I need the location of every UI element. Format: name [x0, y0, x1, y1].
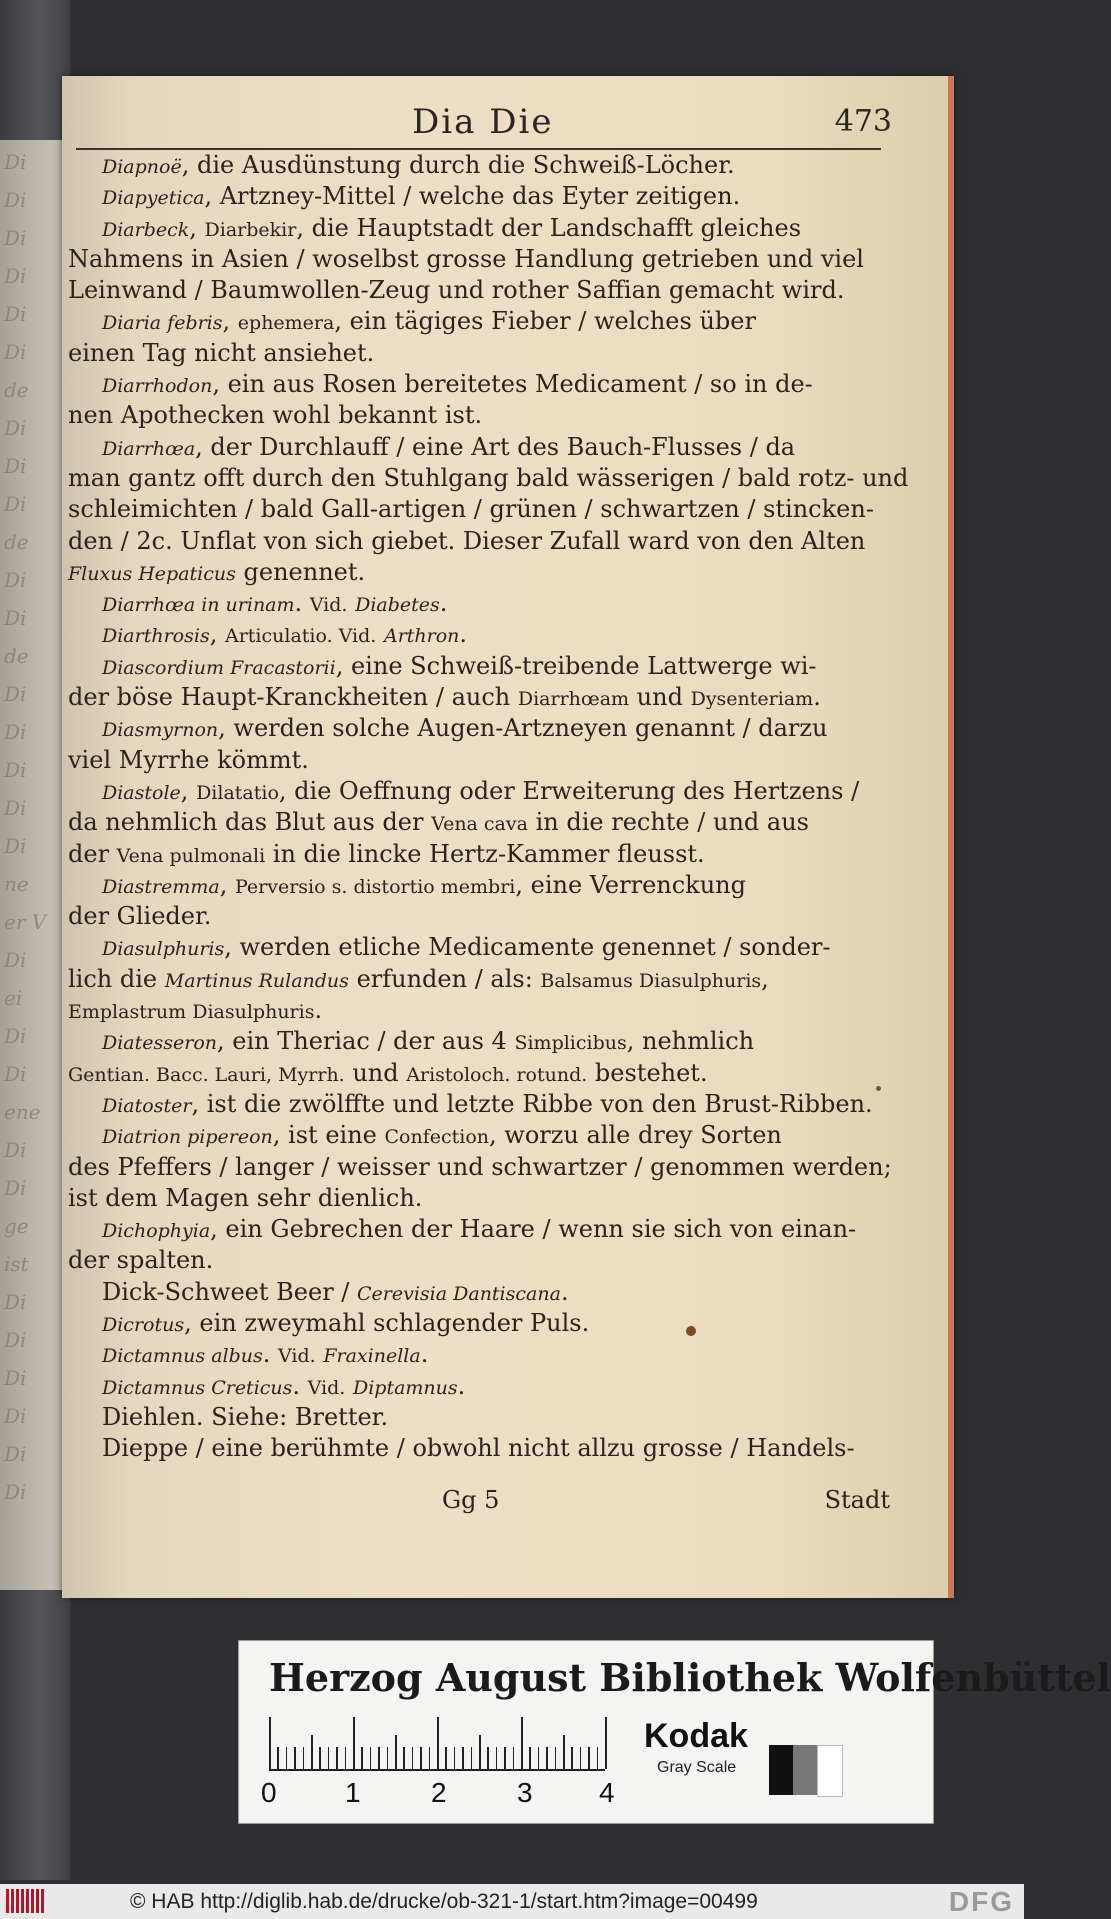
previous-page-fragment: Di [4, 1062, 27, 1086]
text-line [68, 1339, 886, 1370]
text-run: , [761, 964, 769, 993]
latin-term: ephemera [237, 312, 335, 335]
text-line [68, 213, 886, 244]
text-line [68, 150, 886, 181]
headword: Diarrhœa [102, 437, 196, 460]
previous-page-fragment: Di [4, 226, 27, 250]
previous-page-fragment: er V [4, 910, 47, 934]
scale-tick [319, 1747, 321, 1769]
text-run: ist dem Magen sehr dienlich. [68, 1183, 423, 1212]
scale-tick [555, 1747, 557, 1769]
previous-page-fragment: ei [4, 986, 23, 1010]
text-run: , worzu alle drey Sorten [489, 1121, 782, 1150]
text-line [68, 964, 886, 995]
scale-number: 1 [345, 1777, 361, 1808]
previous-page-fragment: Di [4, 1024, 27, 1048]
scale-tick [395, 1735, 397, 1769]
text-line [68, 651, 886, 682]
signature-mark: Gg 5 [442, 1486, 500, 1514]
text-run: , die Hauptstadt der Landschafft gleiches [296, 213, 802, 242]
headword: Dictamnus albus [102, 1345, 263, 1368]
latin-term: Diarbekir [204, 218, 297, 241]
text-run: , [209, 620, 225, 649]
library-name: Herzog August Bibliothek Wolfenbüttel [269, 1655, 1111, 1700]
headword: Fluxus Hepaticus [68, 562, 236, 585]
footer-bar [0, 1884, 1024, 1919]
text-run: Nahmens in Asien / woselbst grosse Handlung getrieben und viel [68, 244, 864, 273]
text-run [347, 589, 355, 617]
text-run: . [294, 589, 310, 618]
text-run: . [459, 620, 468, 649]
previous-page-fragment: Di [4, 682, 27, 706]
text-run: einen Tag nicht ansiehet. [68, 338, 375, 367]
text-run: , die Ausdünstung durch die Schweiß-Löcher. [181, 151, 735, 179]
text-line [68, 1026, 886, 1057]
text-line [68, 1371, 886, 1402]
text-run: , ist eine [272, 1121, 385, 1150]
ink-speck [876, 1086, 881, 1091]
headword: Diarrhodon [102, 375, 213, 398]
previous-page-fragment: Di [4, 720, 27, 744]
scale-tick [496, 1747, 498, 1769]
text-run: genennet. [235, 557, 366, 586]
previous-page-fragment: Di [4, 948, 27, 972]
previous-page-fragment: Di [4, 796, 27, 820]
text-run: . [813, 683, 821, 712]
headword: Cerevisia Dantiscana [357, 1282, 561, 1305]
previous-page-fragment: Di [4, 834, 27, 858]
text-line [68, 1058, 886, 1089]
headword: Arthron [383, 625, 460, 648]
headword: Diastole [102, 781, 181, 804]
text-run: , ist die zwölffte und letzte Ribbe von den Brust-Ribben. [191, 1089, 873, 1118]
scale-tick [588, 1747, 590, 1769]
scale-tick [277, 1747, 279, 1769]
text-run: , ein Gebrechen der Haare / wenn sie sich von einan- [210, 1215, 857, 1244]
text-run: , der Durchlauff / eine Art des Bauch-Flusses / da [195, 432, 796, 461]
text-run: . [314, 996, 323, 1025]
text-run: bestehet. [587, 1058, 708, 1087]
text-line [68, 1277, 886, 1308]
previous-page-fragment: Di [4, 568, 27, 592]
text-run: den / 2c. Unflat von sich giebet. Dieser Zufall ward von den Alten [68, 526, 866, 555]
text-line [68, 682, 886, 713]
text-line [68, 1214, 886, 1245]
latin-term: Articulatio. Vid. [224, 625, 377, 648]
text-run: man gantz offt durch den Stuhlgang bald wässerigen / bald rotz- und [68, 463, 909, 492]
latin-term: Dysenteriam [690, 688, 814, 711]
latin-term: Vid. [309, 594, 348, 617]
text-run: , [189, 213, 205, 242]
headword: Fraxinella [323, 1345, 421, 1368]
scale-tick [571, 1747, 573, 1769]
text-line [68, 1089, 886, 1120]
previous-page-fragment: Di [4, 416, 27, 440]
headword: Diapyetica [102, 187, 205, 210]
scale-tick [378, 1747, 380, 1769]
running-head: Dia Die [412, 102, 554, 142]
scale-tick [311, 1735, 313, 1769]
dictionary-text [68, 150, 909, 1464]
scale-tick [437, 1717, 439, 1769]
text-run: viel Myrrhe kömmt. [68, 745, 309, 774]
text-run: und [344, 1058, 407, 1087]
scale-tick [361, 1747, 363, 1769]
previous-page-fragment: Di [4, 264, 27, 288]
text-line [68, 619, 886, 650]
latin-term: Vena cava [431, 813, 528, 836]
previous-page-fragment: ge [4, 1214, 29, 1238]
text-line [68, 1308, 886, 1339]
gray-patch-white [817, 1745, 843, 1797]
text-line [68, 745, 886, 776]
scale-tick [328, 1747, 330, 1769]
previous-page-fragment: Di [4, 1442, 27, 1466]
previous-page-fragment: Di [4, 606, 27, 630]
text-run: der spalten. [68, 1246, 214, 1275]
text-run: . [262, 1340, 279, 1369]
headword: Diasmyrnon [102, 719, 219, 742]
dfg-logo: DFG [948, 1886, 1014, 1917]
text-run: Leinwand / Baumwollen-Zeug und rother Saffian gemacht wird. [68, 276, 845, 305]
text-run: . [457, 1371, 466, 1400]
text-run: Dieppe / eine berühmte / obwohl nicht allzu grosse / Handels- [102, 1434, 855, 1463]
text-run: der Glieder. [68, 902, 212, 931]
scale-tick [529, 1747, 531, 1769]
scale-tick [294, 1747, 296, 1769]
scale-tick [445, 1747, 447, 1769]
page-number: 473 [834, 104, 892, 139]
text-run: , ein Theriac / der aus 4 [217, 1027, 515, 1056]
scale-number: 0 [261, 1777, 277, 1808]
scale-tick [538, 1747, 540, 1769]
previous-page-fragment: de [4, 644, 29, 668]
scale-number: 2 [431, 1777, 447, 1808]
latin-term: Confection [384, 1126, 490, 1149]
previous-page-fragment: Di [4, 1480, 27, 1504]
previous-page-fragment: Di [4, 340, 27, 364]
page-header [412, 102, 892, 142]
text-line [68, 995, 886, 1026]
scale-tick [412, 1747, 414, 1769]
scale-tick [420, 1747, 422, 1769]
text-line [68, 400, 886, 431]
scale-number: 4 [599, 1777, 615, 1808]
text-run: , Artzney-Mittel / welche das Eyter zeitigen. [204, 182, 741, 211]
previous-page-fragment: Di [4, 1176, 27, 1200]
headword: Diabetes [355, 594, 440, 617]
text-line [68, 244, 886, 275]
text-line [68, 1402, 886, 1433]
gray-scale-label: Gray Scale [657, 1759, 737, 1776]
text-line [68, 807, 886, 838]
scale-tick [605, 1717, 607, 1769]
text-run: . [439, 589, 448, 618]
text-run [345, 1372, 353, 1400]
scale-tick [504, 1747, 506, 1769]
latin-term: Dilatatio [196, 781, 279, 804]
scale-tick [353, 1717, 355, 1769]
catchword: Stadt [824, 1486, 890, 1514]
text-run: in die lincke Hertz-Kammer fleusst. [265, 839, 705, 868]
text-run: , ein aus Rosen bereitetes Medicament / so in de- [212, 370, 813, 399]
text-run: in die rechte / und aus [527, 808, 809, 837]
text-line [68, 181, 886, 212]
text-line [68, 932, 886, 963]
hab-logo-icon [6, 1889, 46, 1913]
headword: Diptamnus [352, 1376, 458, 1399]
scale-tick [462, 1747, 464, 1769]
scale-tick [269, 1717, 271, 1769]
text-run: . [560, 1277, 569, 1306]
text-run: des Pfeffers / langer / weisser und schwartzer / genommen werden; [68, 1152, 892, 1181]
text-run: der böse Haupt-Kranckheiten / auch [68, 683, 518, 712]
text-run: , werden etliche Medicamente genennet / sonder- [224, 933, 831, 962]
text-run: der [68, 839, 117, 868]
latin-term: Vena pulmonali [116, 844, 266, 867]
scale-tick [546, 1747, 548, 1769]
latin-term: Simplicibus [514, 1032, 627, 1055]
text-run [376, 620, 384, 648]
text-run: . [292, 1371, 308, 1400]
previous-page-fragment: ne [4, 872, 29, 896]
text-run: , werden solche Augen-Artzneyen genannt / darzu [218, 714, 828, 743]
library-color-card [238, 1640, 1111, 1824]
text-run: nen Apothecken wohl bekannt ist. [68, 401, 483, 430]
ink-spot [686, 1326, 696, 1336]
latin-term: Balsamus Diasulphuris [540, 969, 762, 992]
previous-page-fragment: ene [4, 1100, 41, 1124]
text-run: , [219, 870, 235, 899]
latin-term: Aristoloch. rotund. [406, 1063, 588, 1086]
scale-tick [370, 1747, 372, 1769]
scale-tick [454, 1747, 456, 1769]
text-line [68, 1433, 886, 1464]
latin-term: Gentian. Bacc. Lauri, Myrrh. [68, 1063, 345, 1086]
text-run: , [222, 307, 238, 336]
text-line [68, 338, 886, 369]
headword: Diatrion pipereon [102, 1126, 273, 1149]
scale-tick [403, 1747, 405, 1769]
latin-term: Vid. [278, 1345, 316, 1368]
text-run: erfunden / als: [348, 964, 541, 993]
measurement-scale [269, 1717, 605, 1771]
scale-tick [563, 1735, 565, 1769]
scale-tick [521, 1717, 523, 1769]
text-line [68, 494, 886, 525]
text-line [68, 275, 886, 306]
scale-tick [487, 1747, 489, 1769]
scale-tick [597, 1747, 599, 1769]
previous-page-fragment: Di [4, 150, 27, 174]
previous-page-fragment: Di [4, 302, 27, 326]
text-line [68, 870, 886, 901]
text-run: und [629, 683, 691, 712]
text-run: da nehmlich das Blut aus der [68, 808, 432, 837]
gray-patch-black [769, 1745, 793, 1795]
text-line [68, 1183, 886, 1214]
text-line [68, 1152, 892, 1183]
headword: Diarrhœa in urinam [102, 594, 295, 617]
scale-tick [336, 1747, 338, 1769]
headword: Diarbeck [102, 218, 190, 241]
text-line [68, 306, 886, 337]
scale-tick [286, 1747, 288, 1769]
scale-tick [303, 1747, 305, 1769]
headword: Diascordium Fracastorii [102, 656, 336, 679]
text-line [68, 839, 886, 870]
headword: Diatoster [102, 1094, 192, 1117]
headword: Diarthrosis [102, 625, 210, 648]
scale-tick [479, 1735, 481, 1769]
text-line [68, 1245, 886, 1276]
previous-page-fragment: Di [4, 1366, 27, 1390]
footer-url[interactable]: © HAB http://diglib.hab.de/drucke/ob-321-1/start.htm?image=00499 [130, 1890, 758, 1913]
previous-page-fragment: Di [4, 492, 27, 516]
text-run: , [180, 776, 197, 805]
latin-term: Vid. [307, 1376, 346, 1399]
scale-tick [387, 1747, 389, 1769]
headword: Diasulphuris [102, 938, 225, 961]
previous-page-fragment: Di [4, 758, 27, 782]
book-page [62, 76, 954, 1598]
previous-page-fragment: de [4, 530, 29, 554]
latin-term: Emplastrum Diasulphuris [68, 1001, 315, 1024]
previous-page-fragment: Di [4, 454, 27, 478]
text-line [68, 1120, 886, 1151]
headword: Diatesseron [102, 1032, 218, 1055]
text-line [68, 588, 886, 619]
text-run: , eine Verrenckung [515, 870, 746, 899]
text-line [68, 463, 909, 494]
text-line [68, 901, 886, 932]
text-run: , ein tägiges Fieber / welches über [334, 307, 756, 336]
previous-page-fragment: ist [4, 1252, 29, 1276]
previous-page-fragment: Di [4, 188, 27, 212]
text-line [68, 713, 886, 744]
scale-tick [429, 1747, 431, 1769]
previous-page-fragment: Di [4, 1404, 27, 1428]
latin-term: Diarrhœam [517, 688, 630, 711]
scale-tick [580, 1747, 582, 1769]
text-run: . [420, 1340, 429, 1369]
headword: Dichophyia [102, 1220, 211, 1243]
headword: Diaria febris [102, 312, 223, 335]
text-line [68, 526, 886, 557]
previous-page-fragment: Di [4, 1138, 27, 1162]
text-line [68, 369, 886, 400]
kodak-logo: Kodak [644, 1717, 748, 1755]
text-run: , nehmlich [626, 1027, 755, 1056]
headword: Dicrotus [102, 1313, 185, 1336]
text-line [68, 432, 886, 463]
text-line [68, 776, 886, 807]
latin-term: Perversio s. distortio membri [234, 875, 516, 898]
headword: Diastremma [102, 875, 220, 898]
scale-number: 3 [517, 1777, 533, 1808]
scale-tick [345, 1747, 347, 1769]
text-run: lich die [68, 964, 165, 993]
headword: Dictamnus Creticus [102, 1376, 293, 1399]
text-run: schleimichten / bald Gall-artigen / grünen / schwartzen / stincken- [68, 495, 874, 524]
scale-tick [513, 1747, 515, 1769]
text-run: , die Oeffnung oder Erweiterung des Hertzens / [278, 776, 860, 805]
text-line [68, 557, 886, 588]
headword: Martinus Rulandus [164, 969, 349, 992]
previous-page-fragment: Di [4, 1328, 27, 1352]
scale-tick [471, 1747, 473, 1769]
previous-page-fragment: Di [4, 1290, 27, 1314]
headword: Diapnoë [102, 156, 182, 178]
previous-page-fragment: de [4, 378, 29, 402]
gray-patch-mid [793, 1745, 817, 1795]
text-run: , eine Schweiß-treibende Lattwerge wi- [335, 651, 817, 680]
text-run: Diehlen. Siehe: Bretter. [102, 1402, 389, 1431]
text-run: Dick-Schweet Beer / [102, 1277, 358, 1306]
text-run: , ein zweymahl schlagender Puls. [184, 1308, 590, 1337]
